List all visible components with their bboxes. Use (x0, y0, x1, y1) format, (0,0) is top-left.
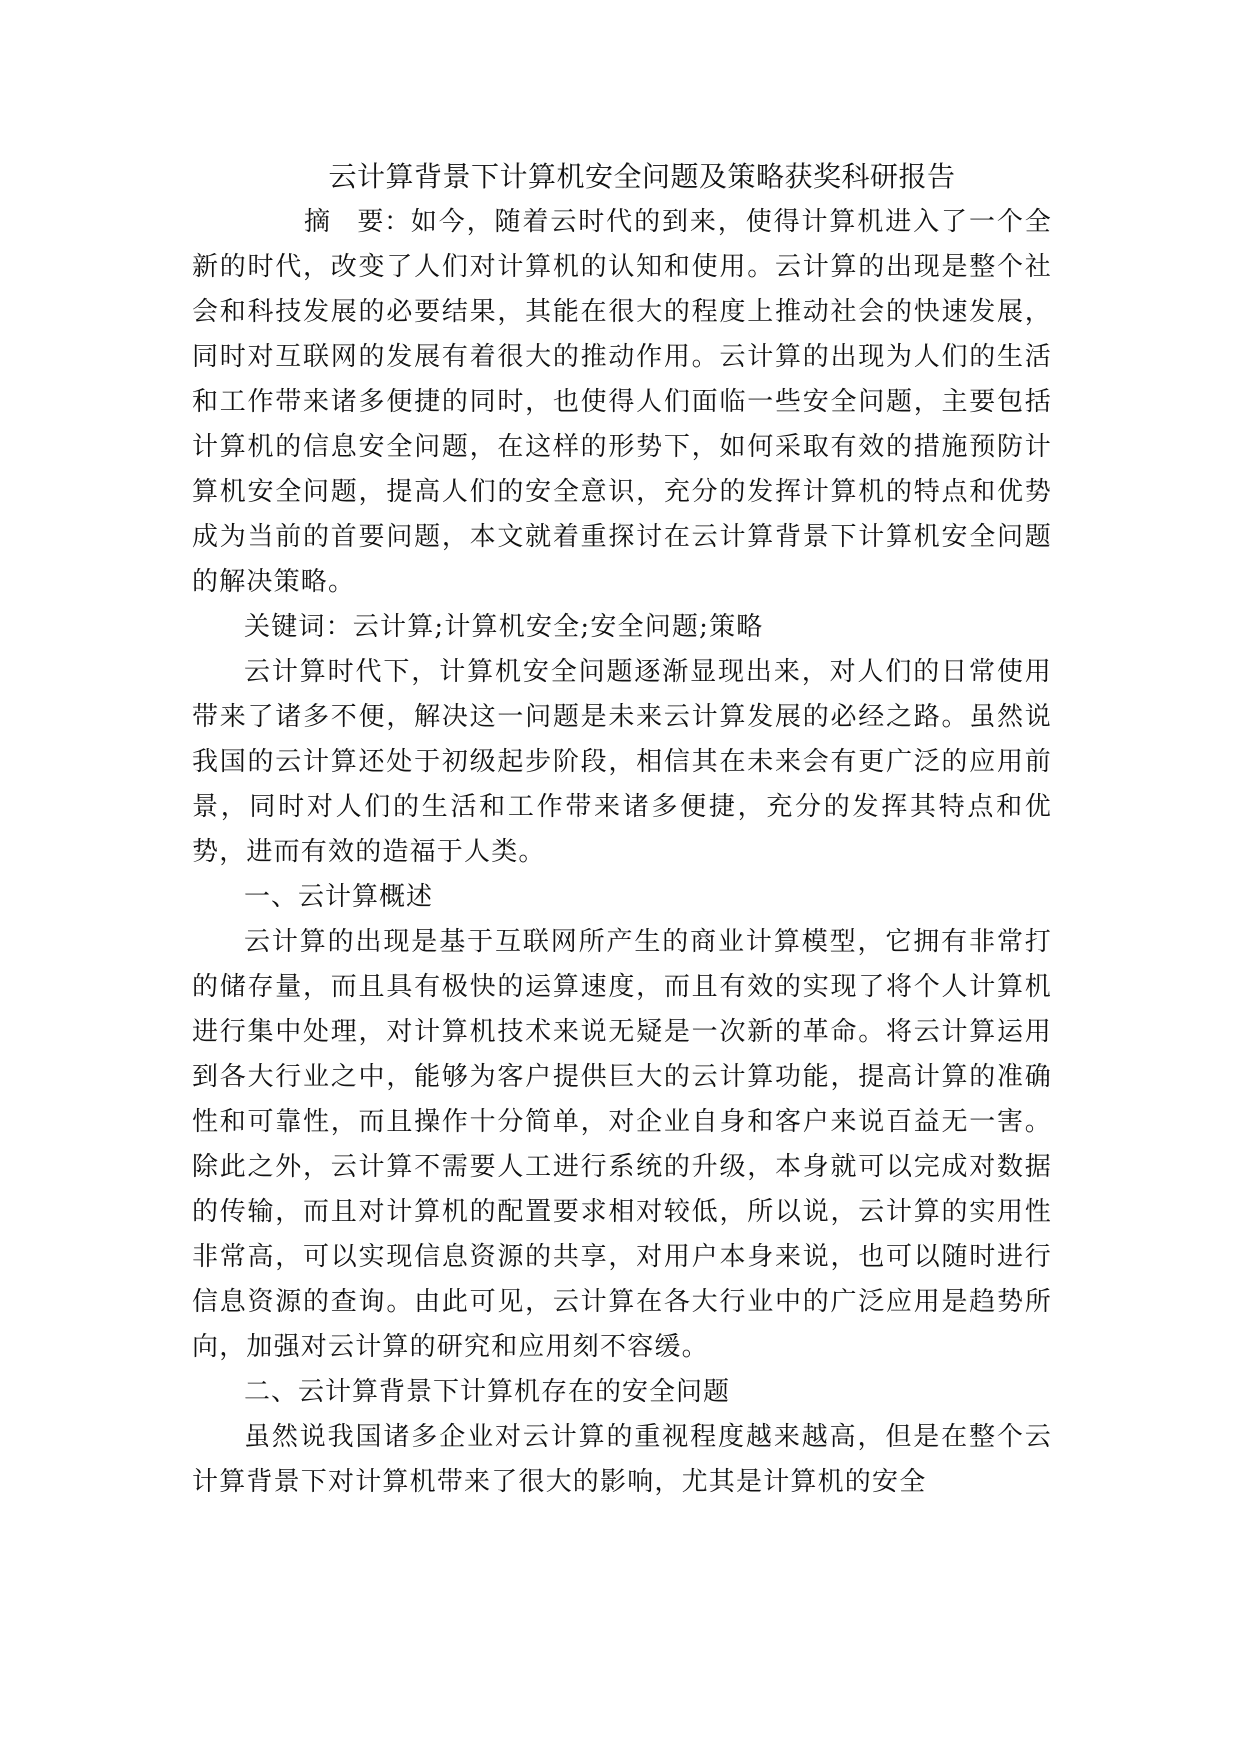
abstract-text: 如今，随着云时代的到来，使得计算机进入了一个全新的时代，改变了人们对计算机的认知和使用。云计算的出现是整个社会和科技发展的必要结果，其能在很大的程度上推动社会的快速发展，同时对互联网的发展有着很大的推动作用。云计算的出现为人们的生活和工作带来诸多便捷的同时，也使得人们面临一些安全问题，主要包括计算机的信息安全问题，在这样的形势下，如何采取有效的措施预防计算机安全问题，提高人们的安全意识，充分的发挥计算机的特点和优势成为当前的首要问题，本文就着重探讨在云计算背景下计算机安全问题的解决策略。 (192, 207, 1052, 597)
document-content (192, 154, 1052, 1505)
abstract-label: 摘 要： (304, 207, 411, 237)
abstract-paragraph (192, 200, 1052, 605)
document-title: 云计算背景下计算机安全问题及策略获奖科研报告 (328, 160, 956, 193)
section-1-paragraph: 云计算的出现是基于互联网所产生的商业计算模型，它拥有非常打的储存量，而且具有极快的运算速度，而且有效的实现了将个人计算机进行集中处理，对计算机技术来说无疑是一次新的革命。将云计算运用到各大行业之中，能够为客户提供巨大的云计算功能，提高计算的准确性和可靠性，而且操作十分简单，对企业自身和客户来说百益无一害。除此之外，云计算不需要人工进行系统的升级，本身就可以完成对数据的传输，而且对计算机的配置要求相对较低，所以说，云计算的实用性非常高，可以实现信息资源的共享，对用户本身来说，也可以随时进行信息资源的查询。由此可见，云计算在各大行业中的广泛应用是趋势所向，加强对云计算的研究和应用刻不容缓。 (192, 927, 1052, 1362)
section-2-paragraph: 虽然说我国诸多企业对云计算的重视程度越来越高，但是在整个云计算背景下对计算机带来了很大的影响，尤其是计算机的安全 (192, 1422, 1052, 1497)
section-1-heading: 一、云计算概述 (244, 882, 434, 912)
section-2-heading: 二、云计算背景下计算机存在的安全问题 (244, 1377, 731, 1407)
keywords-line: 关键词：云计算;计算机安全;安全问题;策略 (244, 612, 764, 642)
intro-paragraph: 云计算时代下，计算机安全问题逐渐显现出来，对人们的日常使用带来了诸多不便，解决这一问题是未来云计算发展的必经之路。虽然说我国的云计算还处于初级起步阶段，相信其在未来会有更广泛的应用前景，同时对人们的生活和工作带来诸多便捷，充分的发挥其特点和优势，进而有效的造福于人类。 (192, 657, 1052, 867)
